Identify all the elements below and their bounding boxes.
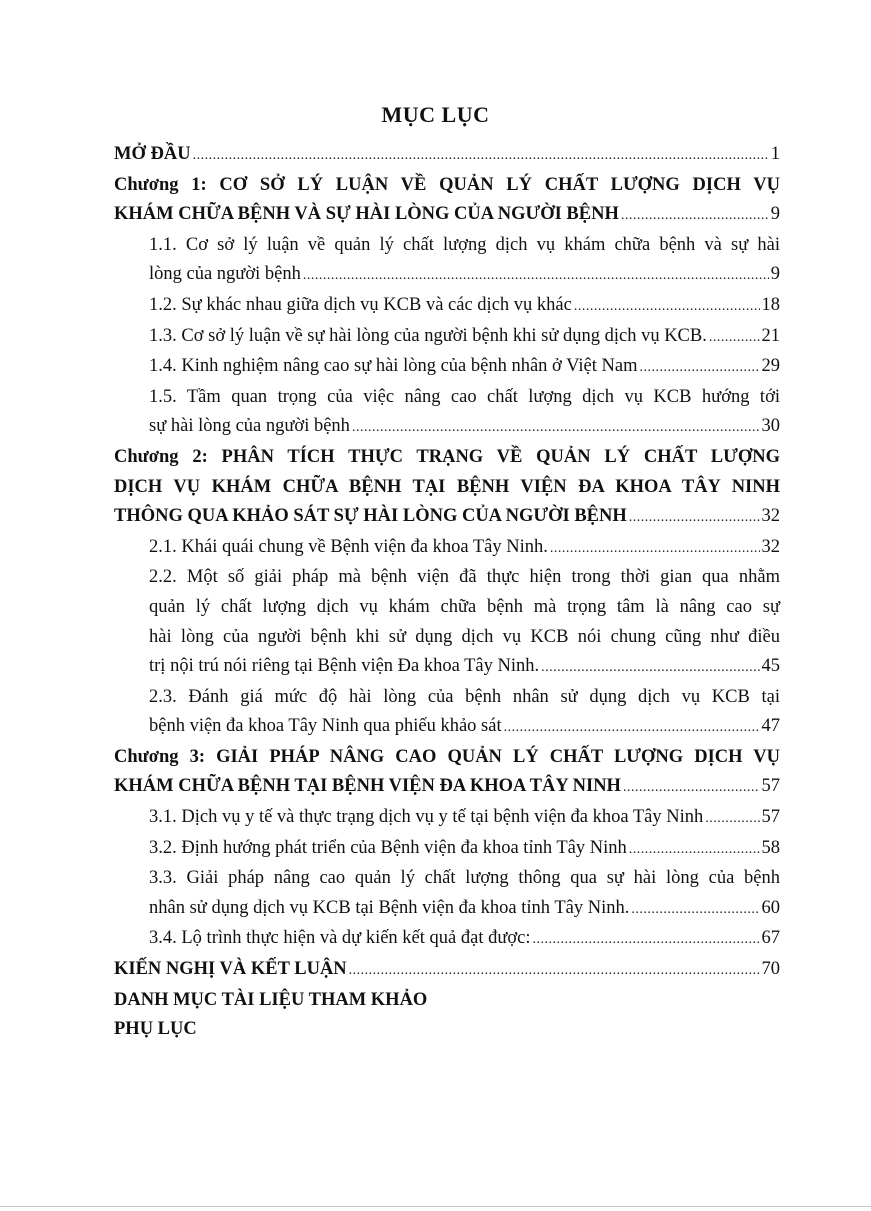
toc-page-number: 47 — [761, 716, 780, 737]
toc-dot-leader — [550, 534, 760, 564]
toc-page-number: 32 — [761, 506, 780, 527]
toc-page-number: 32 — [761, 536, 780, 557]
toc-dot-leader — [574, 292, 760, 322]
toc-page-number: 60 — [761, 897, 780, 918]
toc-entry-last-line — [149, 712, 780, 743]
toc-section-entry — [114, 533, 780, 564]
toc-entry-text: MỞ ĐẦU — [114, 144, 191, 164]
toc-entry-text: PHỤ LỤC — [114, 1019, 197, 1040]
toc-section-entry — [114, 803, 780, 834]
toc-entry-last-line — [149, 352, 780, 383]
toc-entry-text-line: Chương 1: CƠ SỞ LÝ LUẬN VỀ QUẢN LÝ CHẤT LƯỢNG DỊCH VỤ — [114, 174, 780, 195]
toc-entry-last-line — [149, 652, 780, 683]
toc-dot-leader — [352, 413, 760, 443]
toc-entry-last-line — [149, 412, 780, 443]
toc-entry-last-line — [149, 260, 780, 291]
toc-entry-text: 3.4. Lộ trình thực hiện và dự kiến kết quả đạt được: — [149, 928, 531, 949]
toc-entry-last-line — [114, 502, 780, 533]
toc-page-number: 18 — [761, 294, 780, 315]
toc-page-number: 21 — [761, 325, 780, 346]
table-of-contents — [114, 140, 780, 1045]
toc-entry-text: DANH MỤC TÀI LIỆU THAM KHẢO — [114, 989, 428, 1010]
toc-dot-leader — [349, 956, 760, 986]
toc-entry-text: KHÁM CHỮA BỆNH VÀ SỰ HÀI LÒNG CỦA NGƯỜI BỆNH — [114, 204, 619, 225]
toc-entry-text: KHÁM CHỮA BỆNH TẠI BỆNH VIỆN ĐA KHOA TÂY NINH — [114, 776, 621, 797]
toc-chapter-entry — [114, 140, 780, 171]
toc-dot-leader — [303, 261, 769, 291]
toc-section-entry — [114, 352, 780, 383]
toc-page-number: 57 — [761, 776, 780, 797]
toc-entry-text: 1.4. Kinh nghiệm nâng cao sự hài lòng của bệnh nhân ở Việt Nam — [149, 356, 638, 377]
toc-section-entry — [114, 924, 780, 955]
toc-entry-text-line: DỊCH VỤ KHÁM CHỮA BỆNH TẠI BỆNH VIỆN ĐA KHOA TÂY NINH — [114, 476, 780, 497]
toc-page-number: 45 — [761, 656, 780, 677]
toc-page-number: 29 — [761, 356, 780, 377]
toc-page-number: 70 — [761, 959, 780, 980]
toc-entry-text-line: Chương 3: GIẢI PHÁP NÂNG CAO QUẢN LÝ CHẤT LƯỢNG DỊCH VỤ — [114, 746, 780, 767]
toc-entry-text: 1.3. Cơ sở lý luận về sự hài lòng của người bệnh khi sử dụng dịch vụ KCB. — [149, 325, 707, 346]
toc-entry-last-line — [114, 1015, 780, 1045]
toc-chapter-entry — [114, 986, 780, 1016]
toc-chapter-entry — [114, 743, 780, 803]
toc-entry-last-line — [149, 924, 780, 955]
toc-dot-leader — [629, 835, 760, 865]
toc-entry-text: THÔNG QUA KHẢO SÁT SỰ HÀI LÒNG CỦA NGƯỜI BỆNH — [114, 506, 627, 527]
toc-dot-leader — [623, 773, 760, 803]
toc-chapter-entry — [114, 171, 780, 231]
toc-entry-text-line: 1.1. Cơ sở lý luận về quản lý chất lượng dịch vụ khám chữa bệnh và sự hài — [149, 234, 780, 255]
toc-entry-text: lòng của người bệnh — [149, 264, 301, 285]
toc-entry-last-line — [149, 322, 780, 353]
toc-section-entry — [114, 864, 780, 924]
toc-dot-leader — [709, 323, 760, 353]
toc-entry-text: trị nội trú nói riêng tại Bệnh viện Đa khoa Tây Ninh. — [149, 656, 540, 677]
toc-entry-text: nhân sử dụng dịch vụ KCB tại Bệnh viện đa khoa tỉnh Tây Ninh. — [149, 897, 630, 918]
toc-section-entry — [114, 834, 780, 865]
toc-entry-text-line: 3.3. Giải pháp nâng cao quản lý chất lượng thông qua sự hài lòng của bệnh — [149, 868, 780, 889]
toc-entry-text: 3.2. Định hướng phát triển của Bệnh viện đa khoa tỉnh Tây Ninh — [149, 837, 627, 858]
toc-page-number: 1 — [770, 144, 780, 164]
toc-entry-text: bệnh viện đa khoa Tây Ninh qua phiếu khảo sát — [149, 716, 502, 737]
toc-entry-last-line — [149, 894, 780, 925]
page-bottom-rule — [0, 1206, 871, 1207]
toc-chapter-entry — [114, 443, 780, 533]
toc-dot-leader — [533, 925, 760, 955]
toc-entry-last-line — [114, 955, 780, 986]
toc-section-entry — [114, 383, 780, 443]
toc-entry-text: 2.1. Khái quái chung về Bệnh viện đa khoa Tây Ninh. — [149, 536, 548, 557]
toc-dot-leader — [504, 713, 760, 743]
toc-entry-last-line — [114, 200, 780, 231]
toc-page-number: 9 — [770, 264, 780, 285]
toc-dot-leader — [631, 895, 759, 925]
toc-entry-text-line: 2.2. Một số giải pháp mà bệnh viện đã thực hiện trong thời gian qua nhằm — [149, 567, 780, 588]
toc-entry-text-line: 2.3. Đánh giá mức độ hài lòng của bệnh nhân sử dụng dịch vụ KCB tại — [149, 686, 780, 707]
toc-page-number: 9 — [770, 204, 780, 225]
toc-page-number: 67 — [761, 928, 780, 949]
toc-entry-last-line — [149, 291, 780, 322]
toc-page-number: 30 — [761, 416, 780, 437]
toc-dot-leader — [705, 804, 759, 834]
toc-dot-leader — [193, 141, 769, 171]
toc-entry-last-line — [114, 986, 780, 1016]
toc-entry-text: 3.1. Dịch vụ y tế và thực trạng dịch vụ y tế tại bệnh viện đa khoa Tây Ninh — [149, 807, 704, 828]
toc-chapter-entry — [114, 955, 780, 986]
toc-dot-leader — [639, 353, 759, 383]
toc-section-entry — [114, 322, 780, 353]
toc-entry-text-line: hài lòng của người bệnh khi sử dụng dịch vụ KCB nói chung cũng như điều — [149, 626, 780, 647]
toc-dot-leader — [629, 503, 760, 533]
toc-title: MỤC LỤC — [381, 102, 490, 127]
toc-page-number: 58 — [761, 837, 780, 858]
toc-entry-last-line — [114, 772, 780, 803]
toc-dot-leader — [541, 653, 759, 683]
toc-entry-text-line: Chương 2: PHÂN TÍCH THỰC TRẠNG VỀ QUẢN LÝ CHẤT LƯỢNG — [114, 446, 780, 467]
toc-entry-text: 1.2. Sự khác nhau giữa dịch vụ KCB và các dịch vụ khác — [149, 294, 572, 315]
toc-entry-last-line — [149, 803, 780, 834]
toc-section-entry — [114, 231, 780, 291]
toc-entry-last-line — [149, 834, 780, 865]
toc-section-entry — [114, 563, 780, 682]
toc-entry-text-line: 1.5. Tầm quan trọng của việc nâng cao chất lượng dịch vụ KCB hướng tới — [149, 386, 780, 407]
toc-entry-last-line — [149, 533, 780, 564]
toc-page-number: 57 — [761, 807, 780, 828]
toc-section-entry — [114, 291, 780, 322]
toc-entry-text: sự hài lòng của người bệnh — [149, 416, 350, 437]
toc-chapter-entry — [114, 1015, 780, 1045]
toc-entry-text-line: quản lý chất lượng dịch vụ khám chữa bệnh mà trọng tâm là nâng cao sự — [149, 596, 780, 617]
toc-dot-leader — [621, 201, 769, 231]
toc-entry-last-line — [114, 140, 780, 171]
toc-entry-text: KIẾN NGHỊ VÀ KẾT LUẬN — [114, 959, 347, 980]
toc-section-entry — [114, 683, 780, 743]
